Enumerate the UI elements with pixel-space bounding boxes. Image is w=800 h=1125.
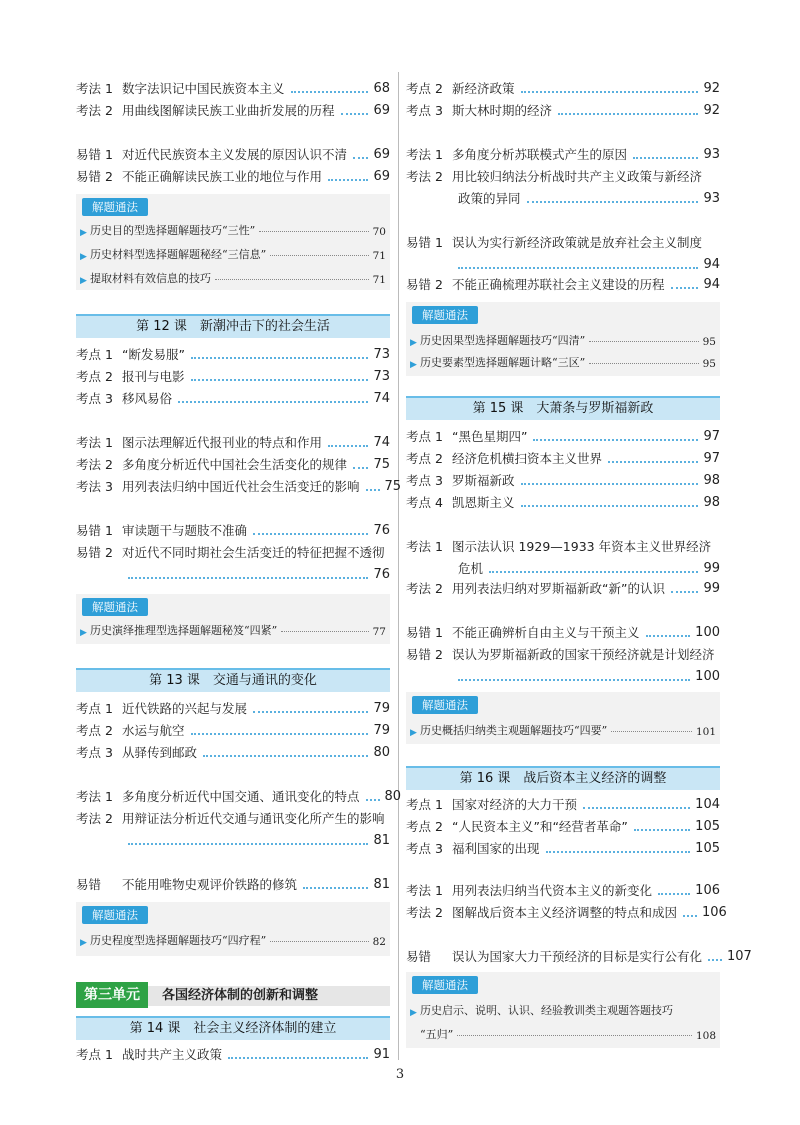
dot-leader bbox=[458, 679, 690, 681]
lesson-heading[interactable]: 第 14 课 社会主义经济体制的建立 bbox=[76, 1016, 390, 1040]
toc-entry[interactable] bbox=[76, 100, 390, 122]
toc-entry[interactable] bbox=[76, 1044, 390, 1066]
toc-entry[interactable] bbox=[406, 644, 720, 688]
tips-box bbox=[406, 692, 720, 744]
tip-title: 历史启示、说明、认识、经验教训类主观题答题技巧 bbox=[420, 1004, 673, 1017]
dot-leader bbox=[589, 363, 698, 364]
dot-leader bbox=[583, 807, 690, 809]
entry-tag: 考点 3 bbox=[76, 391, 113, 406]
tip-entry[interactable] bbox=[80, 218, 386, 238]
triangle-right-icon: ▶ bbox=[80, 628, 87, 638]
toc-entry[interactable] bbox=[406, 78, 720, 100]
page-ref: 69 bbox=[373, 103, 390, 118]
entry-title: 近代铁路的兴起与发展 bbox=[122, 701, 248, 716]
triangle-right-icon: ▶ bbox=[410, 360, 417, 370]
toc-entry[interactable] bbox=[76, 520, 390, 542]
unit-tag: 第三单元 bbox=[76, 982, 148, 1008]
dot-leader bbox=[634, 829, 690, 831]
toc-entry[interactable] bbox=[76, 698, 390, 720]
page-ref: 81 bbox=[373, 877, 390, 892]
entry-title: 斯大林时期的经济 bbox=[452, 103, 553, 118]
entry-tag: 易错 2 bbox=[76, 545, 113, 560]
page-ref: 74 bbox=[373, 435, 390, 450]
toc-entry[interactable] bbox=[406, 578, 720, 600]
entry-tag: 考法 1 bbox=[76, 81, 113, 96]
triangle-right-icon: ▶ bbox=[410, 1008, 417, 1018]
dot-leader bbox=[270, 255, 368, 256]
entry-title-cont: 政策的异同 bbox=[458, 191, 521, 206]
toc-entry[interactable] bbox=[76, 388, 390, 410]
dot-leader bbox=[633, 157, 698, 159]
entry-tag: 考点 3 bbox=[406, 841, 443, 856]
dot-leader bbox=[178, 401, 368, 403]
tip-title: 历史要素型选择题解题计略“三区” bbox=[420, 356, 586, 369]
toc-entry[interactable] bbox=[76, 742, 390, 764]
entry-title: 从驿传到邮政 bbox=[122, 745, 198, 760]
page-ref: 79 bbox=[373, 701, 390, 716]
dot-leader bbox=[228, 1057, 368, 1059]
dot-leader bbox=[215, 279, 369, 280]
entry-tag: 考法 1 bbox=[76, 435, 113, 450]
entry-tag: 考点 1 bbox=[76, 1047, 113, 1062]
entry-title: 多角度分析苏联模式产生的原因 bbox=[452, 147, 628, 162]
entry-title: 图示法理解近代报刊业的特点和作用 bbox=[122, 435, 323, 450]
page-ref: 73 bbox=[373, 347, 390, 362]
entry-tag: 易错 1 bbox=[406, 625, 443, 640]
page-ref: 108 bbox=[695, 1030, 716, 1042]
page-ref: 97 bbox=[703, 429, 720, 444]
entry-title: 报刊与电影 bbox=[122, 369, 185, 384]
page-ref: 105 bbox=[695, 841, 720, 856]
dot-leader bbox=[128, 843, 368, 845]
page-ref: 99 bbox=[703, 581, 720, 596]
page-ref: 107 bbox=[727, 949, 752, 964]
dot-leader bbox=[671, 591, 699, 593]
tip-title: 历史概括归纳类主观题解题技巧“四要” bbox=[420, 724, 608, 737]
dot-leader bbox=[458, 267, 698, 269]
tips-title: 解题通法 bbox=[412, 306, 478, 324]
page-ref: 95 bbox=[702, 336, 716, 348]
dot-leader bbox=[521, 505, 699, 507]
entry-title: 福利国家的出现 bbox=[452, 841, 540, 856]
entry-tag: 考法 2 bbox=[76, 811, 113, 826]
entry-title: 数字法识记中国民族资本主义 bbox=[122, 81, 285, 96]
toc-entry[interactable] bbox=[76, 808, 390, 852]
page-ref: 79 bbox=[373, 723, 390, 738]
toc-entry[interactable] bbox=[406, 902, 727, 924]
triangle-right-icon: ▶ bbox=[80, 938, 87, 948]
toc-entry[interactable] bbox=[406, 622, 720, 644]
toc-entry[interactable] bbox=[76, 476, 402, 498]
page-ref: 91 bbox=[373, 1047, 390, 1062]
triangle-right-icon: ▶ bbox=[410, 728, 417, 738]
tips-title: 解题通法 bbox=[412, 976, 478, 994]
entry-title: 水运与航空 bbox=[122, 723, 185, 738]
entry-title-cont: 危机 bbox=[458, 561, 484, 576]
tip-title-cont: “五归” bbox=[420, 1028, 454, 1041]
unit-name: 各国经济体制的创新和调整 bbox=[148, 986, 390, 1006]
tips-title: 解题通法 bbox=[82, 598, 148, 616]
toc-entry[interactable] bbox=[406, 816, 720, 838]
dot-leader bbox=[353, 467, 368, 469]
toc-entry[interactable] bbox=[76, 344, 390, 366]
page-ref: 77 bbox=[372, 626, 386, 638]
page-ref: 94 bbox=[703, 257, 720, 272]
toc-entry[interactable] bbox=[76, 786, 402, 808]
entry-tag: 考法 1 bbox=[76, 789, 113, 804]
toc-entry[interactable] bbox=[76, 166, 390, 188]
dot-leader bbox=[191, 733, 369, 735]
page-ref: 100 bbox=[695, 625, 720, 640]
toc-entry[interactable] bbox=[406, 232, 720, 276]
entry-tag: 考点 3 bbox=[406, 473, 443, 488]
entry-tag: 考点 4 bbox=[406, 495, 443, 510]
page-ref: 93 bbox=[703, 147, 720, 162]
page-ref: 97 bbox=[703, 451, 720, 466]
page-ref: 74 bbox=[373, 391, 390, 406]
page-ref: 75 bbox=[373, 457, 390, 472]
page-ref: 75 bbox=[384, 479, 402, 494]
entry-title: 对近代不同时期社会生活变迁的特征把握不透彻 bbox=[122, 545, 385, 560]
page-ref: 99 bbox=[703, 561, 720, 576]
entry-tag: 考法 1 bbox=[406, 883, 443, 898]
dot-leader bbox=[683, 915, 697, 917]
dot-leader bbox=[291, 91, 369, 93]
toc-entry[interactable] bbox=[76, 366, 390, 388]
entry-tag: 考法 2 bbox=[406, 169, 443, 184]
entry-tag: 易错 1 bbox=[76, 523, 113, 538]
dot-leader bbox=[191, 379, 369, 381]
lesson-heading[interactable]: 第 13 课 交通与通讯的变化 bbox=[76, 668, 390, 692]
entry-title: 新经济政策 bbox=[452, 81, 515, 96]
dot-leader bbox=[457, 1035, 692, 1036]
dot-leader bbox=[546, 851, 691, 853]
dot-leader bbox=[589, 341, 698, 342]
dot-leader bbox=[671, 287, 699, 289]
toc-entry[interactable] bbox=[76, 454, 390, 476]
dot-leader bbox=[203, 755, 368, 757]
triangle-right-icon: ▶ bbox=[80, 252, 87, 262]
page-ref: 106 bbox=[702, 905, 727, 920]
entry-tag: 考点 2 bbox=[76, 369, 113, 384]
entry-tag: 考点 1 bbox=[406, 797, 443, 812]
dot-leader bbox=[128, 577, 368, 579]
entry-tag: 易错 bbox=[76, 877, 102, 892]
tips-box bbox=[76, 194, 390, 290]
dot-leader bbox=[253, 533, 368, 535]
tip-title: 历史因果型选择题解题技巧“四清” bbox=[420, 334, 586, 347]
dot-leader bbox=[353, 157, 368, 159]
dot-leader bbox=[253, 711, 368, 713]
entry-title: “黑色星期四” bbox=[452, 429, 528, 444]
tips-box bbox=[406, 972, 720, 1048]
tips-box bbox=[406, 302, 720, 376]
page-ref: 100 bbox=[695, 669, 720, 684]
dot-leader bbox=[527, 201, 699, 203]
entry-tag: 易错 2 bbox=[76, 169, 113, 184]
entry-title: 图解战后资本主义经济调整的特点和成因 bbox=[452, 905, 678, 920]
tip-entry[interactable] bbox=[410, 350, 716, 370]
triangle-right-icon: ▶ bbox=[80, 228, 87, 238]
entry-title: 战时共产主义政策 bbox=[122, 1047, 223, 1062]
tip-entry-cont[interactable] bbox=[410, 1022, 716, 1042]
lesson-heading[interactable]: 第 15 课 大萧条与罗斯福新政 bbox=[406, 396, 720, 420]
page-ref: 92 bbox=[703, 81, 720, 96]
triangle-right-icon: ▶ bbox=[410, 338, 417, 348]
entry-tag: 考点 2 bbox=[406, 451, 443, 466]
entry-tag: 易错 1 bbox=[76, 147, 113, 162]
lesson-heading[interactable]: 第 16 课 战后资本主义经济的调整 bbox=[406, 766, 720, 790]
lesson-heading[interactable]: 第 12 课 新潮冲击下的社会生活 bbox=[76, 314, 390, 338]
toc-entry[interactable] bbox=[406, 274, 720, 296]
entry-tag: 考法 2 bbox=[406, 581, 443, 596]
dot-leader bbox=[521, 483, 699, 485]
toc-entry[interactable] bbox=[406, 470, 720, 492]
tips-title: 解题通法 bbox=[412, 696, 478, 714]
entry-tag: 考点 1 bbox=[76, 347, 113, 362]
page-ref: 70 bbox=[372, 226, 386, 238]
dot-leader bbox=[533, 439, 698, 441]
tips-title: 解题通法 bbox=[82, 198, 148, 216]
triangle-right-icon: ▶ bbox=[80, 276, 87, 286]
tip-title: 历史演绎推理型选择题解题秘笈“四紧” bbox=[90, 624, 278, 637]
entry-title: 误认为罗斯福新政的国家干预经济就是计划经济 bbox=[452, 647, 715, 662]
entry-tag: 易错 2 bbox=[406, 277, 443, 292]
entry-title: 不能正确解读民族工业的地位与作用 bbox=[122, 169, 323, 184]
entry-title: 凯恩斯主义 bbox=[452, 495, 515, 510]
page-ref: 104 bbox=[695, 797, 720, 812]
toc-entry[interactable] bbox=[76, 720, 390, 742]
entry-title: 图示法认识 1929—1933 年资本主义世界经济 bbox=[452, 539, 712, 554]
entry-tag: 考法 1 bbox=[406, 539, 443, 554]
tips-box bbox=[76, 594, 390, 644]
entry-title: 罗斯福新政 bbox=[452, 473, 515, 488]
entry-title: 国家对经济的大力干预 bbox=[452, 797, 578, 812]
toc-entry[interactable] bbox=[406, 492, 720, 514]
entry-title: “人民资本主义”和“经营者革命” bbox=[452, 819, 628, 834]
toc-entry[interactable] bbox=[76, 874, 390, 896]
tip-entry[interactable] bbox=[410, 718, 716, 738]
tip-title: 历史材料型选择题解题秘经“三信息” bbox=[90, 248, 267, 261]
tip-entry[interactable] bbox=[80, 266, 386, 286]
dot-leader bbox=[328, 445, 368, 447]
entry-title: 移风易俗 bbox=[122, 391, 173, 406]
page-ref: 71 bbox=[372, 250, 386, 262]
entry-tag: 考点 3 bbox=[76, 745, 113, 760]
entry-title: 用列表法归纳对罗斯福新政“新”的认识 bbox=[452, 581, 665, 596]
page-ref: 101 bbox=[695, 726, 716, 738]
toc-entry[interactable] bbox=[76, 432, 390, 454]
page-ref: 105 bbox=[695, 819, 720, 834]
entry-title: 不能正确梳理苏联社会主义建设的历程 bbox=[452, 277, 665, 292]
unit-heading[interactable] bbox=[76, 982, 390, 1008]
entry-tag: 易错 bbox=[406, 949, 432, 964]
dot-leader bbox=[281, 631, 368, 632]
entry-title: 多角度分析近代中国交通、通讯变化的特点 bbox=[122, 789, 360, 804]
toc-entry[interactable] bbox=[406, 536, 720, 580]
page-number: 3 bbox=[395, 1067, 405, 1082]
dot-leader bbox=[521, 91, 699, 93]
entry-tag: 考点 1 bbox=[76, 701, 113, 716]
toc-entry[interactable] bbox=[406, 448, 720, 470]
entry-tag: 考点 1 bbox=[406, 429, 443, 444]
entry-title: 多角度分析近代中国社会生活变化的规律 bbox=[122, 457, 348, 472]
entry-title: 不能正确辨析自由主义与干预主义 bbox=[452, 625, 640, 640]
entry-title: 经济危机横扫资本主义世界 bbox=[452, 451, 603, 466]
toc-entry[interactable] bbox=[406, 880, 720, 902]
page-ref: 76 bbox=[373, 567, 390, 582]
dot-leader bbox=[489, 571, 698, 573]
page-ref: 92 bbox=[703, 103, 720, 118]
dot-leader bbox=[328, 179, 368, 181]
tip-entry[interactable] bbox=[80, 928, 386, 948]
entry-title: 对近代民族资本主义发展的原因认识不清 bbox=[122, 147, 348, 162]
tip-title: 提取材料有效信息的技巧 bbox=[90, 272, 211, 285]
page-ref: 80 bbox=[384, 789, 402, 804]
toc-entry[interactable] bbox=[406, 426, 720, 448]
entry-tag: 考点 2 bbox=[76, 723, 113, 738]
entry-title: 用比较归纳法分析战时共产主义政策与新经济 bbox=[452, 169, 703, 184]
page-ref: 82 bbox=[372, 936, 386, 948]
dot-leader bbox=[558, 113, 698, 115]
dot-leader bbox=[646, 635, 691, 637]
entry-tag: 考法 3 bbox=[76, 479, 113, 494]
entry-title: 审读题干与题肢不准确 bbox=[122, 523, 248, 538]
toc-entry[interactable] bbox=[76, 542, 390, 586]
column-divider bbox=[398, 72, 399, 1060]
toc-entry[interactable] bbox=[406, 144, 720, 166]
dot-leader bbox=[270, 941, 368, 942]
page-ref: 81 bbox=[373, 833, 390, 848]
page-ref: 76 bbox=[373, 523, 390, 538]
entry-title: “断发易服” bbox=[122, 347, 185, 362]
toc-entry[interactable] bbox=[406, 166, 720, 210]
entry-tag: 考法 2 bbox=[76, 103, 113, 118]
toc-entry[interactable] bbox=[406, 794, 720, 816]
page-ref: 98 bbox=[703, 473, 720, 488]
toc-entry[interactable] bbox=[76, 144, 390, 166]
entry-tag: 考法 2 bbox=[406, 905, 443, 920]
dot-leader bbox=[341, 113, 369, 115]
toc-entry[interactable] bbox=[406, 838, 720, 860]
entry-title: 用曲线图解读民族工业曲折发展的历程 bbox=[122, 103, 335, 118]
page-ref: 106 bbox=[695, 883, 720, 898]
tip-entry[interactable] bbox=[410, 328, 716, 348]
dot-leader bbox=[366, 799, 380, 801]
page-ref: 73 bbox=[373, 369, 390, 384]
page-ref: 71 bbox=[372, 274, 386, 286]
dot-leader bbox=[191, 357, 369, 359]
page-ref: 68 bbox=[373, 81, 390, 96]
page-ref: 98 bbox=[703, 495, 720, 510]
dot-leader bbox=[259, 231, 368, 232]
tip-entry[interactable] bbox=[80, 618, 386, 638]
page-ref: 93 bbox=[703, 191, 720, 206]
page-ref: 69 bbox=[373, 147, 390, 162]
entry-title: 误认为实行新经济政策就是放弃社会主义制度 bbox=[452, 235, 703, 250]
dot-leader bbox=[608, 461, 698, 463]
entry-tag: 易错 1 bbox=[406, 235, 443, 250]
tips-title: 解题通法 bbox=[82, 906, 148, 924]
tip-title: 历史目的型选择题解题技巧“三性” bbox=[90, 224, 256, 237]
entry-tag: 考法 1 bbox=[406, 147, 443, 162]
page-ref: 80 bbox=[373, 745, 390, 760]
entry-tag: 考点 2 bbox=[406, 81, 443, 96]
toc-entry[interactable] bbox=[76, 78, 390, 100]
entry-title: 用列表法归纳中国近代社会生活变迁的影响 bbox=[122, 479, 360, 494]
page-ref: 95 bbox=[702, 358, 716, 370]
tip-entry[interactable] bbox=[80, 242, 386, 262]
page-ref: 69 bbox=[373, 169, 390, 184]
entry-tag: 易错 2 bbox=[406, 647, 443, 662]
tips-box bbox=[76, 902, 390, 956]
tip-title: 历史程度型选择题解题技巧“四疗程” bbox=[90, 934, 267, 947]
dot-leader bbox=[303, 887, 368, 889]
entry-title: 用辩证法分析近代交通与通讯变化所产生的影响 bbox=[122, 811, 385, 826]
entry-title: 不能用唯物史观评价铁路的修筑 bbox=[122, 877, 298, 892]
entry-tag: 考点 2 bbox=[406, 819, 443, 834]
tip-entry[interactable] bbox=[410, 998, 716, 1018]
dot-leader bbox=[366, 489, 380, 491]
dot-leader bbox=[658, 893, 690, 895]
dot-leader bbox=[611, 731, 692, 732]
toc-entry[interactable] bbox=[406, 946, 752, 968]
entry-title: 用列表法归纳当代资本主义的新变化 bbox=[452, 883, 653, 898]
entry-title: 误认为国家大力干预经济的目标是实行公有化 bbox=[452, 949, 703, 964]
toc-entry[interactable] bbox=[406, 100, 720, 122]
page-ref: 94 bbox=[703, 277, 720, 292]
entry-tag: 考法 2 bbox=[76, 457, 113, 472]
entry-tag: 考点 3 bbox=[406, 103, 443, 118]
dot-leader bbox=[708, 959, 722, 961]
